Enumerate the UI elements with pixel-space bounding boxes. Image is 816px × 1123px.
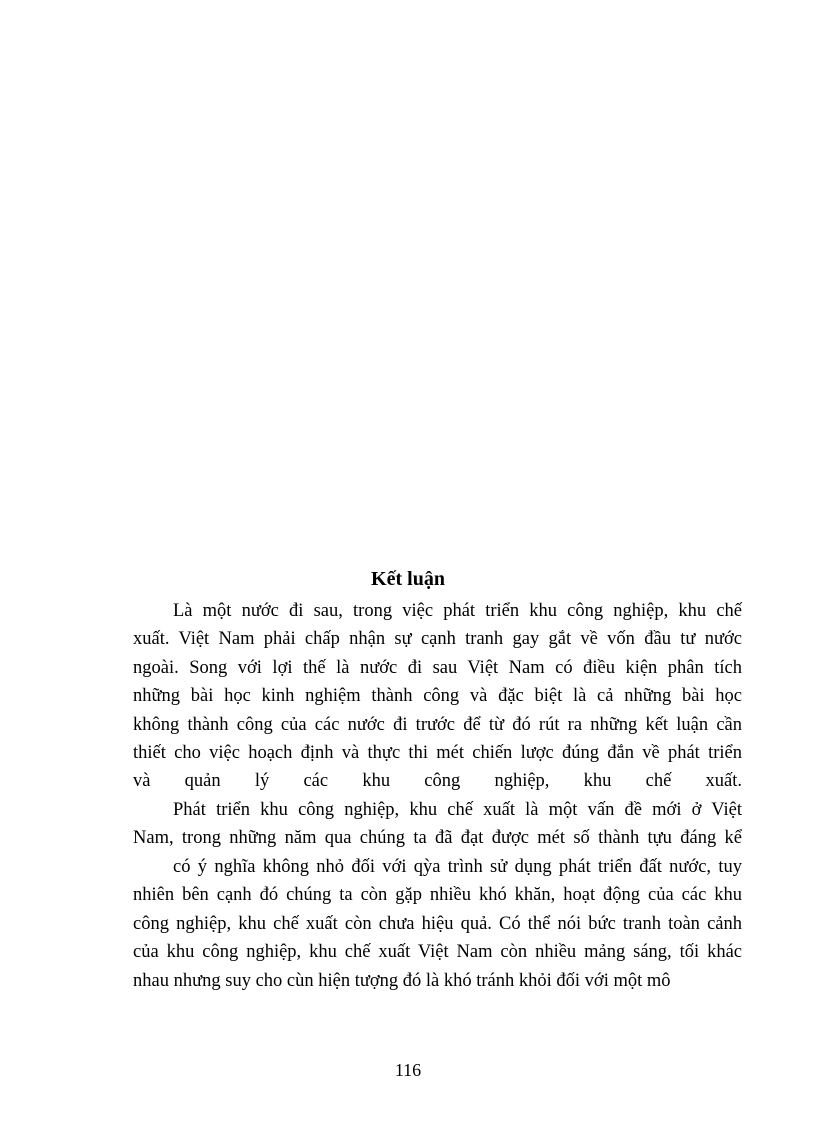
text-line: và quản lý các khu công nghiệp, khu chế xuất. bbox=[133, 771, 742, 792]
text-line: nhau nhưng suy cho cùn hiện tượng đó là khó tránh khỏi đối với một mô bbox=[133, 970, 671, 991]
text-line: thiết cho việc hoạch định và thực thi mét chiến lược đúng đắn về phát triển bbox=[133, 742, 742, 763]
paragraph-1 bbox=[133, 597, 742, 796]
paragraph-3 bbox=[133, 853, 742, 995]
text-line: công nghiệp, khu chế xuất còn chưa hiệu quả. Có thể nói bức tranh toàn cảnh bbox=[133, 913, 742, 934]
text-line: không thành công của các nước đi trước để từ đó rút ra những kết luận cần bbox=[133, 714, 742, 735]
paragraph-2 bbox=[133, 796, 742, 853]
text-line: ngoài. Song với lợi thế là nước đi sau Việt Nam có điều kiện phân tích bbox=[133, 657, 742, 678]
text-line: xuất. Việt Nam phải chấp nhận sự cạnh tranh gay gắt về vốn đầu tư nước bbox=[133, 629, 742, 650]
text-line: có ý nghĩa không nhỏ đối với qỳa trình sử dụng phát triển đất nước, tuy bbox=[173, 857, 742, 877]
page-title: Kết luận bbox=[371, 568, 445, 590]
text-line: của khu công nghiệp, khu chế xuất Việt Nam còn nhiều mảng sáng, tối khác bbox=[133, 942, 742, 963]
text-line: Phát triển khu công nghiệp, khu chế xuất là một vấn đề mới ở Việt bbox=[173, 800, 742, 820]
text-line: những bài học kinh nghiệm thành công và đặc biệt là cả những bài học bbox=[133, 686, 742, 707]
text-line: Nam, trong những năm qua chúng ta đã đạt được mét số thành tựu đáng kể bbox=[133, 828, 742, 849]
text-line: nhiên bên cạnh đó chúng ta còn gặp nhiều khó khăn, hoạt động của các khu bbox=[133, 885, 742, 906]
text-line: Là một nước đi sau, trong việc phát triển khu công nghiệp, khu chế bbox=[173, 601, 742, 621]
page-number: 116 bbox=[394, 1060, 422, 1080]
